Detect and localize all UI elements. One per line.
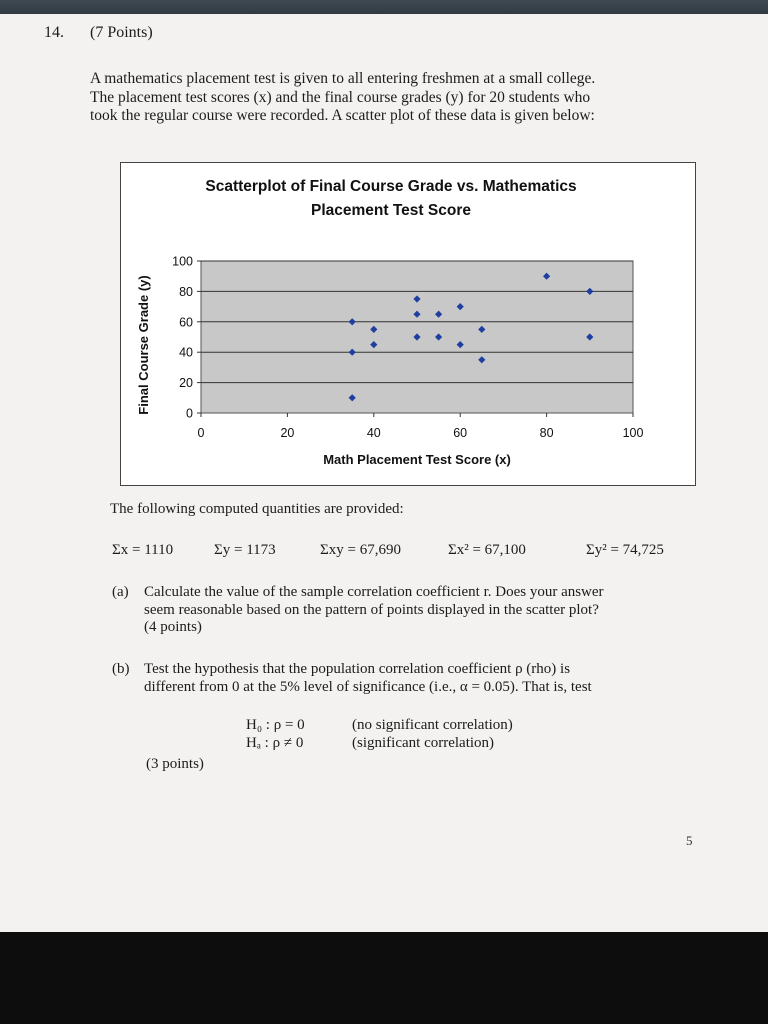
question-number: 14. <box>44 24 64 41</box>
x-tick-label: 80 <box>539 426 554 440</box>
scatter-chart <box>120 162 696 486</box>
worksheet-page <box>0 14 768 932</box>
y-axis-label: Final Course Grade (y) <box>136 275 151 415</box>
alt-hypothesis: Hₐ : ρ ≠ 0 <box>246 735 304 751</box>
y-tick-label: 80 <box>179 284 193 299</box>
part-b-line: Test the hypothesis that the population correlation coefficient ρ (rho) is <box>144 661 571 677</box>
question-points: (7 Points) <box>90 24 153 41</box>
x-tick-label: 20 <box>280 426 295 440</box>
null-hypothesis: H₀ : ρ = 0 <box>246 717 305 733</box>
intro-line: The placement test scores (x) and the final course grades (y) for 20 students who <box>90 88 591 106</box>
x-tick-label: 60 <box>453 426 468 440</box>
quantities-heading: The following computed quantities are provided: <box>110 501 404 517</box>
y-tick-label: 40 <box>179 345 193 360</box>
part-a-label: (a) <box>112 584 129 600</box>
x-axis-label: Math Placement Test Score (x) <box>323 452 511 467</box>
intro-line: A mathematics placement test is given to all entering freshmen at a small college. <box>90 70 596 87</box>
x-tick-label: 40 <box>366 426 381 440</box>
chart-title-line: Scatterplot of Final Course Grade vs. Mathematics <box>205 178 577 195</box>
scatter-plot-svg <box>121 163 695 485</box>
monitor-bezel-bottom <box>0 932 768 1024</box>
intro-line: took the regular course were recorded. A scatter plot of these data is given below: <box>90 107 595 124</box>
part-a-line: seem reasonable based on the pattern of points displayed in the scatter plot? <box>144 601 599 618</box>
sum-x: Σx = 1110 <box>112 542 174 558</box>
part-a-points: (4 points) <box>144 619 202 635</box>
sum-y-squared: Σy² = 74,725 <box>586 542 664 558</box>
x-tick-label: 100 <box>622 426 644 440</box>
sum-x-squared: Σx² = 67,100 <box>448 542 526 558</box>
part-a-line: Calculate the value of the sample correlation coefficient r. Does your answer <box>144 584 604 600</box>
sum-y: Σy = 1173 <box>214 542 276 558</box>
y-tick-label: 0 <box>186 406 193 421</box>
sum-xy: Σxy = 67,690 <box>320 542 401 558</box>
y-tick-label: 100 <box>172 254 193 269</box>
y-tick-label: 20 <box>179 376 193 391</box>
null-hypothesis-note: (no significant correlation) <box>352 717 513 733</box>
part-b-label: (b) <box>112 661 130 677</box>
x-tick-label: 0 <box>197 426 205 440</box>
part-b-points: (3 points) <box>146 756 204 772</box>
chart-title-line: Placement Test Score <box>311 202 471 219</box>
alt-hypothesis-note: (significant correlation) <box>352 735 495 751</box>
y-tick-label: 60 <box>179 315 193 330</box>
page-number: 5 <box>686 833 693 848</box>
part-b-line: different from 0 at the 5% level of significance (i.e., α = 0.05). That is, test <box>144 678 592 695</box>
